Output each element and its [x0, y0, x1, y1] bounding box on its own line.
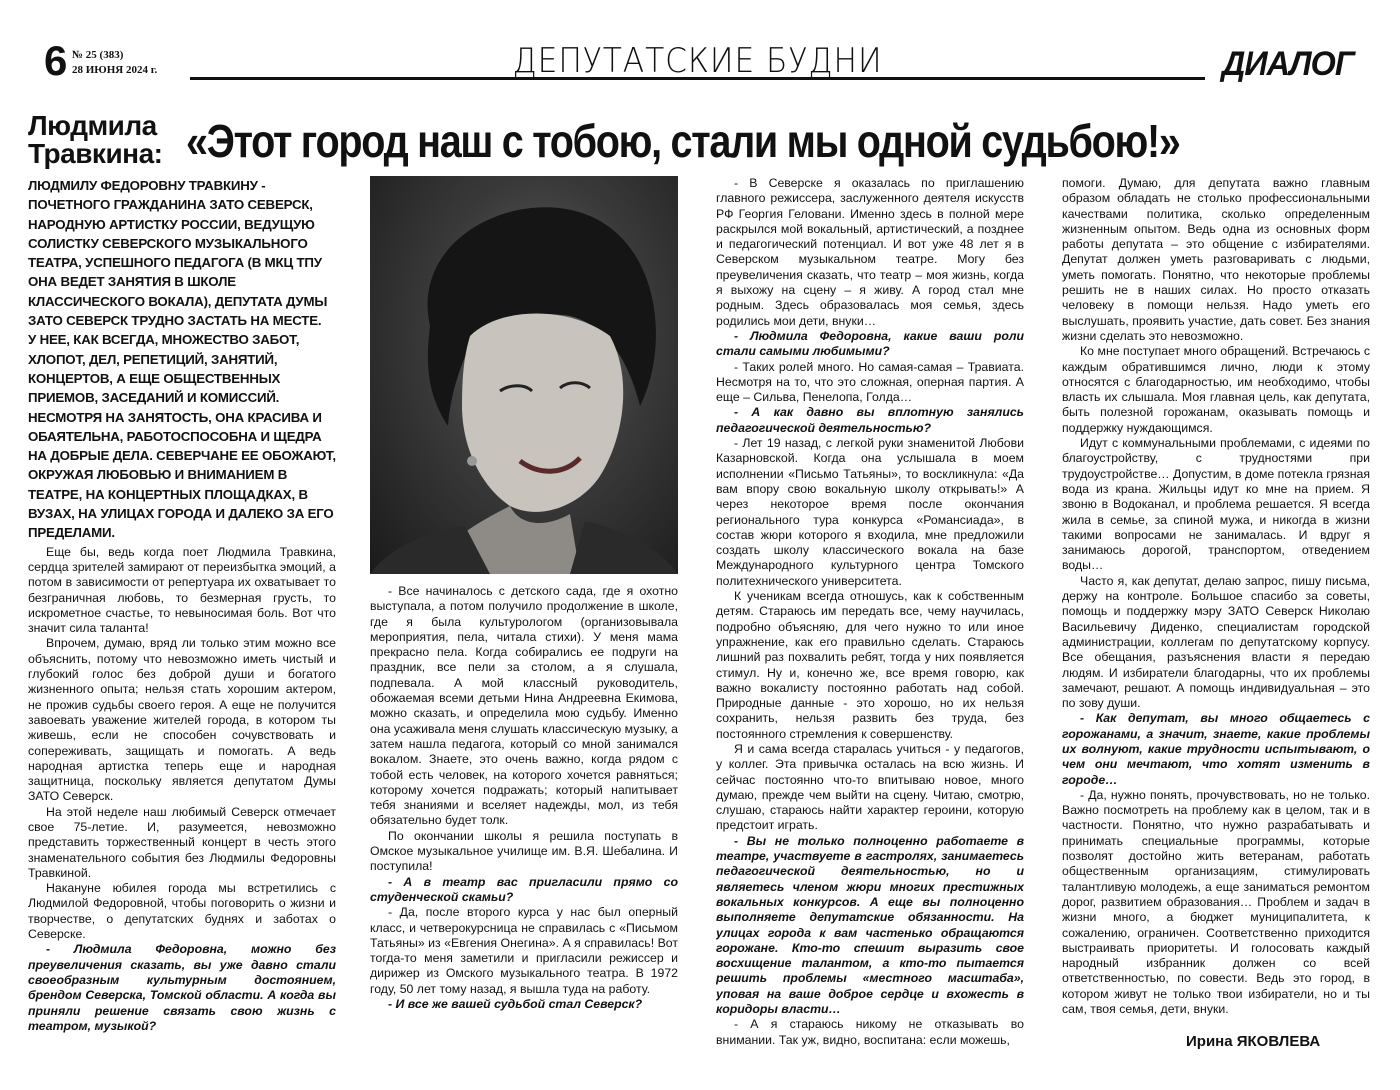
answer-paragraph: помоги. Думаю, для депутата важно главным образом обладать не столько профессиональными качествами политика, сколько определенным жизненным опытом. Ведь одна из основных форм работы депутата – это общение с избирателями. Депутат должен уметь разговаривать с людьми, уметь помогать. Понятно, что некоторые проблемы решить не в наших силах. Но просто отказать человеку в помощи нельзя. Надо уметь его выслушать, проявить участие, дать совет. Без знания жизни сделать это невозможно. — [1062, 176, 1370, 343]
answer-paragraph: Ко мне поступает много обращений. Встречаюсь с каждым обратившимся лично, люди к этому относятся с благодарностью, им необходимо, чтобы власть их слышала. Моя главная цель, как депутата, быть полезной горожанам, оказывать помощь и поддержку нуждающимся. — [1062, 344, 1370, 435]
column-4-body — [1062, 176, 1370, 1017]
answer-paragraph: Впрочем, думаю, вряд ли только этим можно все объяснить, потому что невозможно иметь чистый и глубокий голос без доброй души и богатого жизненного опыта; нельзя стать хорошим актером, не прожив судьбы своего героя. А еще не получится завоевать уважение жителей города, в котором ты живешь, если не способен сочувствовать и сопереживать, защищать и помогать. А ведь народная артистка теперь еще и народная защитница, поскольку является депутатом Думы ЗАТО Северск. — [28, 636, 336, 804]
answer-paragraph: - А я стараюсь никому не отказывать во внимании. Так уж, видно, воспитана: если можешь, — [716, 1017, 1024, 1047]
answer-paragraph: - В Северске я оказалась по приглашению главного режиссера, заслуженного деятеля искусств РФ Георгия Геловани. Именно здесь в полной мере раскрылся мой вокальный, артистический, а позднее и педагогический потенциал. И вот уже 48 лет я в Северском музыкальном театре. Могу без преувеличения сказать, что театр – моя жизнь, когда я выхожу на сцену – я живу. А город стал мне родным. Здесь образовалась моя семья, здесь родились мои дети, внуки… — [716, 176, 1024, 328]
page-header — [0, 0, 1400, 92]
answer-paragraph: - Да, после второго курса у нас был оперный класс, и четверокурсница не справилась с «Письмом Татьяны» из «Евгения Онегина». А я справилась! Вот тогда-то меня заметили и пригласили режиссер и дирижер из Омского музыкального театра. В 1972 году, 50 лет тому назад, я вышла туда на работу. — [370, 905, 678, 996]
question-paragraph: - Людмила Федоровна, какие ваши роли стали самыми любимыми? — [716, 328, 1024, 359]
interviewee-name — [28, 112, 162, 168]
column-4 — [1062, 176, 1370, 1036]
answer-paragraph: Накануне юбилея города мы встретились с Людмилой Федоровной, чтобы поговорить о жизни и творчестве, о депутатских буднях и заботах о Северске. — [28, 881, 336, 942]
question-paragraph: - А в театр вас пригласили прямо со студенческой скамьи? — [370, 874, 678, 904]
question-paragraph: - Как депутат, вы много общаетесь с горожанами, а значит, знаете, какие проблемы их волнуют, какие трудности испытывают, о чем они мечтают, что хотят изменить в городе… — [1062, 711, 1370, 787]
headline-title: «Этот город наш с тобою, стали мы одной судьбою!» — [186, 115, 1180, 167]
column-3 — [716, 176, 1024, 1060]
rubric-bar — [190, 40, 1205, 80]
article-lead — [28, 176, 336, 543]
name-last: Травкина: — [28, 138, 163, 169]
name-first: Людмила — [28, 110, 157, 141]
page-number: 6 — [44, 37, 68, 84]
question-paragraph: - Людмила Федоровна, можно без преувеличения сказать, вы уже давно стали своеобразным культурным достоянием, брендом Северска, Томской области. А когда вы приняли решение связать свою жизнь с театром, музыкой? — [28, 942, 336, 1033]
portrait-photo — [370, 176, 678, 574]
question-paragraph: - А как давно вы вплотную занялись педагогической деятельностью? — [716, 405, 1024, 435]
column-2-body — [370, 584, 678, 1012]
answer-paragraph: К ученикам всегда отношусь, как к собственным детям. Стараюсь им передать все, чему научилась, подробно объясняю, для чего нужно то или иное упражнение, как его правильно сделать. Стараюсь лишний раз похвалить ребят, тогда у них появляется стимул. Ну и, конечно же, все время говорю, как важно вокалисту постоянно работать над собой. Природные данные - это хорошо, но их нельзя сохранить, нельзя развить без труда, без постоянного стремления к совершенству. — [716, 589, 1024, 741]
column-3-body — [716, 176, 1024, 1048]
portrait-photo-icon — [370, 176, 678, 574]
answer-paragraph: На этой неделе наш любимый Северск отмечает свое 75-летие. И, разумеется, невозможно представить торжественный концерт в честь этого знаменательного события без Людмилы Федоровны Травкиной. — [28, 804, 336, 880]
lead-paragraph: У НЕЕ, КАК ВСЕГДА, МНОЖЕСТВО ЗАБОТ, ХЛОПОТ, ДЕЛ, РЕПЕТИЦИЙ, ЗАНЯТИЙ, КОНЦЕРТОВ, А ЕЩЕ ОБЩЕСТВЕННЫХ ПРИЕМОВ, ЗАСЕДАНИЙ И КОМИССИЙ. НЕСМОТРЯ НА ЗАНЯТОСТЬ, ОНА КРАСИВА И ОБАЯТЕЛЬНА, РАБОТОСПОСОБНА И ЩЕДРА НА ДОБРЫЕ ДЕЛА. СЕВЕРЧАНЕ ЕЕ ОБОЖАЮТ, ОКРУЖАЯ ЛЮБОВЬЮ И ВНИМАНИЕМ В ТЕАТРЕ, НА КОНЦЕРТНЫХ ПЛОЩАДКАХ, В ВУЗАХ, НА УЛИЦАХ ГОРОДА И ДАЛЕКО ЗА ЕГО ПРЕДЕЛАМИ. — [28, 332, 336, 541]
issue-number: № 25 (383) — [72, 49, 124, 61]
column-1 — [28, 176, 336, 1056]
author-signature: Ирина ЯКОВЛЕВА — [1186, 1033, 1321, 1050]
answer-paragraph: Еще бы, ведь когда поет Людмила Травкина, сердца зрителей замирают от переизбытка эмоций, а потом в зависимости от репертуара их охватывает то безграничная любовь, то безмерная грусть, то искрометное счастье, то невыносимая боль. Вот что значит сила таланта! — [28, 544, 336, 636]
answer-paragraph: По окончании школы я решила поступать в Омское музыкальное училище им. В.Я. Шебалина. И поступила! — [370, 828, 678, 874]
answer-paragraph: Часто я, как депутат, делаю запрос, пишу письма, держу на контроле. Большое спасибо за советы, помощь и поддержку мэру ЗАТО Северск Николаю Васильевичу Диденко, специалистам городской администрации, коллегам по депутатскому корпусу. Все обещания, разъяснения власти я передаю людям. И избиратели благодарны, что их проблемы замечают, решают. А помощь индивидуальная – это по зову души. — [1062, 573, 1370, 711]
issue-info — [72, 48, 157, 78]
column-2 — [370, 584, 678, 1060]
newspaper-logo: ДИАЛОГ — [1222, 45, 1354, 83]
answer-paragraph: Я и сама всегда старалась учиться - у педагогов, у коллег. Эта привычка осталась на всю жизнь. И сейчас постоянно что-то впитываю новое, много думаю, прежде чем выйти на сцену. Читаю, смотрю, слушаю, стараюсь найти характер героини, которую предстоит играть. — [716, 741, 1024, 833]
column-1-body — [28, 545, 336, 1035]
issue-date: 28 ИЮНЯ 2024 г. — [72, 64, 158, 76]
answer-paragraph: - Да, нужно понять, прочувствовать, но не только. Важно посмотреть на проблему как в целом, так и в частности. Понятно, что нужно разрабатывать и принимать специальные программы, которые позволят достойно жить ветеранам, работать общественным организациям, стимулировать талантливую молодежь, а еще заниматься ремонтом дорог, развитием образования… Проблем и задач в жизни много, а бюджет муниципалитета, к сожалению, ограничен. Соответственно приходится выстраивать приоритеты. И голосовать каждый народный избранник должен со всей ответственностью, по совести. Ведь это город, в котором живут не только твои избиратели, но и ты сам, твоя семья, дети, внуки. — [1062, 787, 1370, 1017]
question-paragraph: - И все же вашей судьбой стал Северск? — [388, 997, 643, 1012]
answer-paragraph: - Все начиналось с детского сада, где я охотно выступала, а потом получило продолжение в школе, где я была культурологом (организовывала мероприятия, пела, читала стихи). У меня мама прекрасно пела. Когда собирались ее подруги на праздник, все пели за столом, а я слушала, подпевала. А мой классный руководитель, обожаемая всеми детьми Нина Андреевна Екимова, можно сказать, и определила мою судьбу. Именно она усаживала меня слушать классическую музыку, а затем нашла педагога, который со мной занимался вокалом. Знаете, это очень важно, когда рядом с тобой есть человек, на которого хочется равняться; которому хочется подражать; который напитывает тебя знаниями и вселяет надежды, мол, из тебя обязательно будет толк. — [370, 584, 678, 828]
answer-paragraph: Идут с коммунальными проблемами, с идеями по благоустройству, с трудностями при трудоустройстве… Допустим, в доме потекла грязная вода из крана. Жильцы идут ко мне на прием. Я звоню в Водоканал, и проблема решается. Я всегда жила в семье, за спиной мужа, и никогда в жизни такими вопросами не занималась. И вдруг я занимаюсь дорогой, транспортом, отведением воды… — [1062, 436, 1370, 573]
question-paragraph: - Вы не только полноценно работаете в театре, участвуете в гастролях, занимаетесь педагогической деятельностью, но и являетесь членом жюри многих престижных вокальных конкурсов. А еще вы полноценно выполняете депутатские обязанности. На улицах города к вам частенько обращаются горожане. Кто-то спешит выразить свое восхищение талантом, а кто-то пытается решить проблемы «местного масштаба», уповая на ваше доброе сердце и вхожесть в коридоры власти… — [716, 833, 1024, 1017]
answer-paragraph: - Лет 19 назад, с легкой руки знаменитой Любови Казарновской. Когда она услышала в моем исполнении «Письмо Татьяны», то воскликнула: «Да вам впору свою вокальную школу открывать!» А через некоторое время после окончания регионального тура конкурса «Романсиада», в состав жюри которого я входила, мне предложили создать школу классического вокала на базе Международного культурного центра Томского политехнического университета. — [716, 436, 1024, 588]
lead-paragraph: ЛЮДМИЛУ ФЕДОРОВНУ ТРАВКИНУ - ПОЧЕТНОГО ГРАЖДАНИНА ЗАТО СЕВЕРСК, НАРОДНУЮ АРТИСТКУ РОССИИ, ВЕДУЩУЮ СОЛИСТКУ СЕВЕРСКОГО МУЗЫКАЛЬНОГО ТЕАТРА, УСПЕШНОГО ПЕДАГОГА (В МКЦ ТПУ ОНА ВЕДЕТ ЗАНЯТИЯ В ШКОЛЕ КЛАССИЧЕСКОГО ВОКАЛА), ДЕПУТАТА ДУМЫ ЗАТО СЕВЕРСК ТРУДНО ЗАСТАТЬ НА МЕСТЕ. — [28, 178, 328, 329]
answer-paragraph: - Таких ролей много. Но самая-самая – Травиата. Несмотря на то, что это сложная, оперная партия. А еще – Сильва, Пенелопа, Голда… — [716, 359, 1024, 405]
rubric-title: ДЕПУТАТСКИЕ БУДНИ — [512, 41, 883, 81]
